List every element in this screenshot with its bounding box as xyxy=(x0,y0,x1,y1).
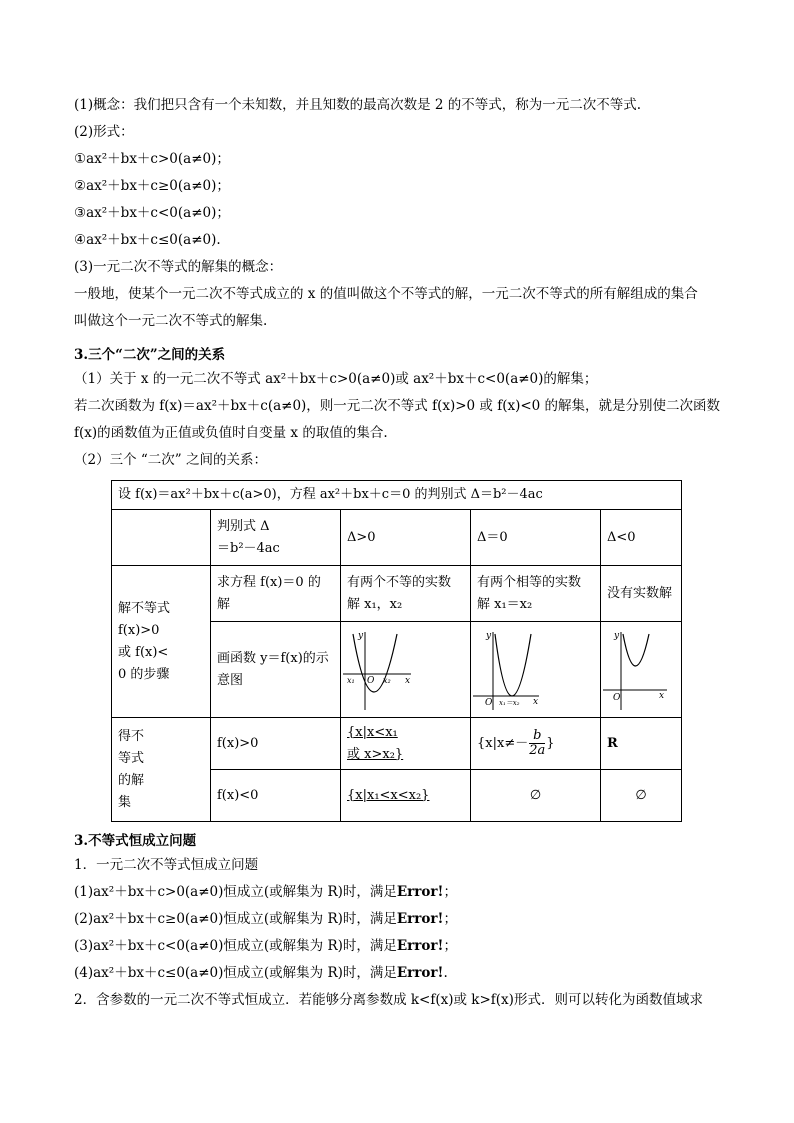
roots-label-cell xyxy=(211,566,341,622)
parabola-no-root-graph xyxy=(603,628,673,712)
table-row xyxy=(112,510,682,566)
roots-two-equal-1: 有两个相等的实数 xyxy=(477,574,582,590)
graph-cell-zero xyxy=(471,622,601,718)
table-row xyxy=(112,718,682,770)
solution-text-1: 得不 xyxy=(118,728,145,744)
table-header: 设 f(x)＝ax²＋bx＋c(a>0)，方程 ax²＋bx＋c＝0 的判别式 Δ＝b²－4ac xyxy=(112,481,682,510)
steps-text-4: 0 的步骤 xyxy=(118,666,170,682)
solution-set-cell xyxy=(112,718,211,822)
gt-one-root-set: {x|x≠－ xyxy=(477,736,529,751)
relations-p3: f(x)的函数值为正值或负值时自变量 x 的取值的集合. xyxy=(74,425,388,441)
roots-label-2: 解 xyxy=(217,596,231,612)
lt-two-roots: {x|x₁<x<x₂} xyxy=(341,770,471,822)
root-x1-label: x₁ xyxy=(347,675,355,685)
discriminant-formula: ＝b²－4ac xyxy=(217,540,280,556)
roots-two-distinct-1: 有两个不等的实数 xyxy=(347,574,452,590)
roots-none: 没有实数解 xyxy=(601,566,682,622)
origin-label: O xyxy=(613,692,621,703)
solution-text-3: 的解 xyxy=(118,772,145,788)
origin-label: O xyxy=(485,697,493,708)
lt-no-root: ∅ xyxy=(601,770,682,822)
discriminant-cell xyxy=(211,510,341,566)
steps-cell xyxy=(112,566,211,718)
origin-label: O xyxy=(367,675,375,686)
graph-label-1: 画函数 y＝f(x)的示 xyxy=(217,650,329,666)
x-label: x xyxy=(533,696,539,707)
fraction-denominator: 2a xyxy=(529,743,546,758)
section-heading-always-true: 3.不等式恒成立问题 xyxy=(74,833,197,849)
solution-set-def-1: 一般地，使某个一元二次不等式成立的 x 的值叫做这个不等式的解，一元二次不等式的所有解组成的集合 xyxy=(74,286,698,302)
parabola-curve xyxy=(623,634,649,666)
always-true-q4: (4)ax²＋bx＋c≤0(a≠0)恒成立(或解集为 R)时，满足Error!. xyxy=(74,965,448,981)
steps-text-3: 或 f(x)< xyxy=(118,644,169,660)
x-label: x xyxy=(405,675,411,686)
roots-two-equal-2: 解 x₁＝x₂ xyxy=(477,596,533,612)
fraction-numerator: b xyxy=(529,729,545,744)
delta-positive: Δ>0 xyxy=(341,510,471,566)
parabola-curve xyxy=(495,634,531,696)
table-empty-cell xyxy=(112,510,211,566)
relations-p4: （2）三个 “二次” 之间的关系： xyxy=(74,452,267,468)
lt-one-root: ∅ xyxy=(471,770,601,822)
concept-paragraph: (1)概念：我们把只含有一个未知数，并且知数的最高次数是 2 的不等式，称为一元二次不等式. xyxy=(74,97,642,113)
gt-two-roots-2: 或 x>x₂} xyxy=(347,746,404,762)
form-2: ②ax²＋bx＋c≥0(a≠0)； xyxy=(74,178,230,194)
solution-text-2: 等式 xyxy=(118,750,145,766)
lt-label: f(x)<0 xyxy=(211,770,341,822)
form-1: ①ax²＋bx＋c>0(a≠0)； xyxy=(74,151,230,167)
solution-text-4: 集 xyxy=(118,794,132,810)
graph-label-2: 意图 xyxy=(217,672,244,688)
always-true-p1: 1．一元二次不等式恒成立问题 xyxy=(74,857,259,873)
graph-cell-negative xyxy=(601,622,682,718)
relations-p2: 若二次函数为 f(x)＝ax²＋bx＋c(a≠0)，则一元二次不等式 f(x)>0 或 f(x)<0 的解集，就是分别使二次函数 xyxy=(74,398,721,414)
delta-negative: Δ<0 xyxy=(601,510,682,566)
always-true-p2: 2．含参数的一元二次不等式恒成立．若能够分离参数成 k<f(x)或 k>f(x)形式．则可以转化为函数值域求 xyxy=(74,992,703,1008)
y-label: y xyxy=(486,630,492,641)
form-label: (2)形式： xyxy=(74,124,134,140)
relations-p1: （1）关于 x 的一元二次不等式 ax²＋bx＋c>0(a≠0)或 ax²＋bx＋c<0(a≠0)的解集； xyxy=(74,371,598,387)
y-label: y xyxy=(358,630,364,641)
x-label: x xyxy=(659,690,665,701)
parabola-two-roots-graph xyxy=(343,628,413,712)
always-true-q1: (1)ax²＋bx＋c>0(a≠0)恒成立(或解集为 R)时，满足Error!； xyxy=(74,884,457,900)
delta-zero: Δ＝0 xyxy=(471,510,601,566)
form-4: ④ax²＋bx＋c≤0(a≠0). xyxy=(74,232,221,248)
gt-two-roots-1: {x|x<x₁ xyxy=(347,724,398,740)
always-true-q3: (3)ax²＋bx＋c<0(a≠0)恒成立(或解集为 R)时，满足Error!； xyxy=(74,938,457,954)
form-3: ③ax²＋bx＋c<0(a≠0)； xyxy=(74,205,230,221)
gt-label: f(x)>0 xyxy=(211,718,341,770)
relations-table xyxy=(111,480,682,822)
steps-text-2: f(x)>0 xyxy=(118,622,160,638)
y-label: y xyxy=(614,630,620,641)
gt-one-root xyxy=(471,718,601,770)
steps-text-1: 解不等式 xyxy=(118,600,171,616)
gt-two-roots xyxy=(341,718,471,770)
graph-label-cell xyxy=(211,622,341,718)
roots-two-distinct xyxy=(341,566,471,622)
always-true-q2: (2)ax²＋bx＋c≥0(a≠0)恒成立(或解集为 R)时，满足Error!； xyxy=(74,911,457,927)
discriminant-label: 判别式 Δ xyxy=(217,518,270,534)
fraction xyxy=(529,729,545,758)
table-row xyxy=(112,566,682,622)
parabola-one-root-graph xyxy=(473,628,543,712)
roots-two-distinct-2: 解 x₁，x₂ xyxy=(347,596,403,612)
gt-no-root: R xyxy=(601,718,682,770)
double-root-label: x₁＝x₂ xyxy=(499,698,520,707)
graph-cell-positive xyxy=(341,622,471,718)
roots-label-1: 求方程 f(x)＝0 的 xyxy=(217,574,321,590)
root-x2-label: x₂ xyxy=(383,675,391,685)
roots-two-equal xyxy=(471,566,601,622)
solution-set-def-2: 叫做这个一元二次不等式的解集. xyxy=(74,313,268,329)
gt-one-root-close: } xyxy=(546,736,555,751)
table-row xyxy=(112,481,682,510)
solution-set-label: (3)一元二次不等式的解集的概念： xyxy=(74,259,283,275)
section-heading-relations: 3.三个“二次”之间的关系 xyxy=(74,347,226,363)
